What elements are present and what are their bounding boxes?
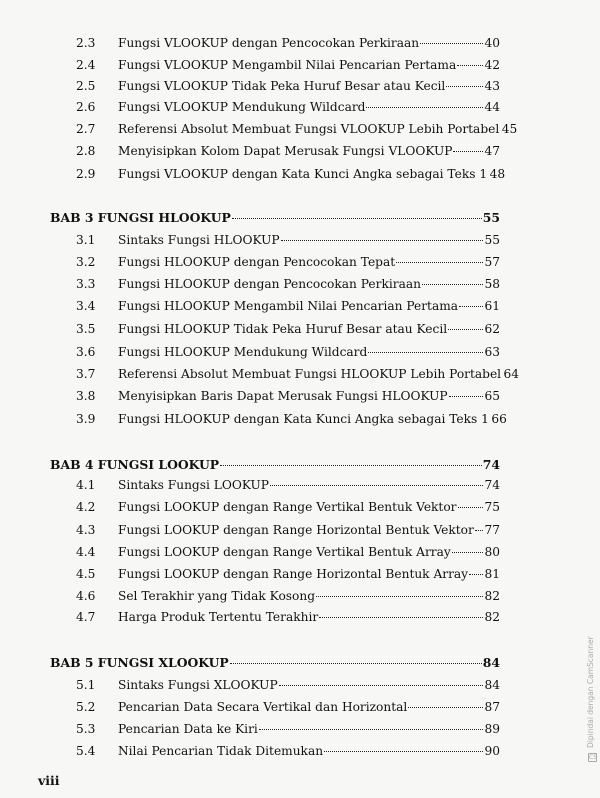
section-title: Menyisipkan Kolom Dapat Merusak Fungsi VLOOKUP [118, 144, 453, 158]
section-title: Fungsi LOOKUP dengan Range Horizontal Bentuk Vektor [118, 523, 474, 537]
dot-leader [368, 342, 483, 353]
section-title: Sel Terakhir yang Tidak Kosong [118, 589, 316, 603]
dot-leader [319, 607, 483, 618]
dot-leader [279, 675, 483, 686]
section-number: 4.2 [76, 500, 96, 514]
section-title: Fungsi LOOKUP dengan Range Vertikal Bentuk Array [118, 545, 451, 559]
section-title: Sintaks Fungsi XLOOKUP [118, 678, 278, 692]
section-title: Fungsi LOOKUP dengan Range Vertikal Bentuk Vektor [118, 500, 457, 514]
chapter-title: BAB 4 FUNGSI LOOKUP [50, 457, 220, 472]
section-title: Fungsi LOOKUP dengan Range Horizontal Bentuk Array [118, 567, 469, 581]
page-reference: 66 [491, 412, 507, 426]
section-number: 3.7 [76, 367, 96, 381]
dot-leader [324, 741, 483, 752]
section-entry [118, 274, 500, 294]
toc-chapter-row [0, 455, 600, 475]
dot-leader [457, 55, 483, 66]
section-entry [118, 97, 500, 117]
dot-leader [259, 719, 483, 730]
toc-row [0, 497, 600, 517]
dot-leader [453, 141, 483, 152]
page-reference: 64 [503, 367, 520, 381]
page-reference: 43 [484, 79, 500, 93]
section-number: 2.8 [76, 144, 96, 158]
page-number: viii [38, 773, 60, 788]
section-entry [118, 607, 500, 627]
dot-leader [448, 319, 483, 330]
toc-row [0, 586, 600, 606]
section-entry [118, 33, 500, 53]
section-number: 4.1 [76, 478, 96, 492]
page-reference: 74 [484, 478, 500, 492]
page-reference: 81 [484, 567, 500, 581]
section-number: 3.8 [76, 389, 96, 403]
dot-leader [230, 653, 482, 664]
toc-row [0, 342, 600, 362]
page-reference: 82 [484, 610, 500, 624]
toc-row [0, 409, 600, 429]
dot-leader [452, 542, 483, 553]
section-number: 3.5 [76, 322, 96, 336]
section-entry [118, 497, 500, 517]
dot-leader [475, 520, 483, 531]
section-number: 2.5 [76, 79, 96, 93]
dot-leader [420, 33, 483, 44]
section-entry [118, 719, 500, 739]
section-title: Fungsi VLOOKUP Mengambil Nilai Pencarian Pertama [118, 58, 457, 72]
toc-row [0, 564, 600, 584]
scanner-watermark [585, 548, 597, 748]
section-title: Sintaks Fungsi HLOOKUP [118, 233, 280, 247]
toc-row [0, 675, 600, 695]
section-entry [118, 319, 500, 339]
toc-row [0, 741, 600, 761]
section-title: Fungsi VLOOKUP dengan Kata Kunci Angka sebagai Teks 1 [118, 167, 488, 181]
section-number: 5.4 [76, 744, 96, 758]
page-reference: 62 [484, 322, 500, 336]
camscanner-icon: CS [589, 754, 597, 761]
section-title: Menyisipkan Baris Dapat Merusak Fungsi HLOOKUP [118, 389, 448, 403]
dot-leader [408, 697, 483, 708]
page-reference: 58 [484, 277, 500, 291]
section-title: Fungsi HLOOKUP Mendukung Wildcard [118, 345, 368, 359]
page-reference: 87 [484, 700, 500, 714]
section-number: 4.3 [76, 523, 96, 537]
page-reference: 77 [484, 523, 500, 537]
section-number: 4.4 [76, 545, 96, 559]
chapter-entry [50, 208, 500, 228]
dot-leader [422, 274, 483, 285]
section-entry [118, 364, 520, 384]
toc-row [0, 76, 600, 96]
section-entry [118, 230, 500, 250]
toc-row [0, 119, 600, 139]
section-entry [118, 475, 500, 495]
section-title: Fungsi VLOOKUP Mendukung Wildcard [118, 100, 366, 114]
section-entry [118, 741, 500, 761]
toc-row [0, 164, 600, 184]
section-number: 4.7 [76, 610, 96, 624]
page-reference: 84 [484, 678, 500, 692]
section-entry [118, 542, 500, 562]
section-number: 3.2 [76, 255, 96, 269]
section-entry [118, 520, 500, 540]
page-reference: 65 [484, 389, 500, 403]
section-entry [118, 409, 507, 429]
section-entry [118, 342, 500, 362]
section-number: 4.6 [76, 589, 96, 603]
section-title: Referensi Absolut Membuat Fungsi HLOOKUP Lebih Portabel [118, 367, 502, 381]
section-title: Fungsi HLOOKUP Tidak Peka Huruf Besar atau Kecil [118, 322, 448, 336]
toc-chapter-row [0, 653, 600, 673]
page-reference: 84 [482, 655, 500, 670]
toc-row [0, 252, 600, 272]
page-reference: 47 [484, 144, 500, 158]
section-number: 2.9 [76, 167, 96, 181]
section-entry [118, 252, 500, 272]
dot-leader [396, 252, 483, 263]
section-title: Pencarian Data Secara Vertikal dan Horizontal [118, 700, 408, 714]
dot-leader [316, 586, 483, 597]
toc-row [0, 520, 600, 540]
page-reference: 42 [484, 58, 500, 72]
section-title: Fungsi HLOOKUP dengan Pencocokan Tepat [118, 255, 396, 269]
page-reference: 55 [484, 233, 500, 247]
section-number: 3.1 [76, 233, 96, 247]
page-reference: 75 [484, 500, 500, 514]
toc-row [0, 475, 600, 495]
page-reference: 80 [484, 545, 500, 559]
toc-row [0, 719, 600, 739]
chapter-title: BAB 3 FUNGSI HLOOKUP [50, 210, 231, 225]
page-reference: 55 [482, 210, 500, 225]
section-entry [118, 697, 500, 717]
page-reference: 89 [484, 722, 500, 736]
section-title: Pencarian Data ke Kiri [118, 722, 258, 736]
page-reference: 63 [484, 345, 500, 359]
dot-leader [232, 208, 482, 219]
section-entry [118, 55, 500, 75]
section-title: Referensi Absolut Membuat Fungsi VLOOKUP Lebih Portabel [118, 122, 500, 136]
chapter-entry [50, 653, 500, 673]
toc-row [0, 319, 600, 339]
section-entry [118, 76, 500, 96]
toc-row [0, 542, 600, 562]
section-title: Sintaks Fungsi LOOKUP [118, 478, 269, 492]
section-title: Fungsi HLOOKUP dengan Pencocokan Perkiraan [118, 277, 421, 291]
section-title: Fungsi VLOOKUP Tidak Peka Huruf Besar atau Kecil [118, 79, 446, 93]
page-reference: 57 [484, 255, 500, 269]
page-reference: 74 [482, 457, 500, 472]
section-number: 3.6 [76, 345, 96, 359]
section-number: 3.3 [76, 277, 96, 291]
section-title: Fungsi VLOOKUP dengan Pencocokan Perkiraan [118, 36, 420, 50]
section-number: 3.4 [76, 299, 96, 313]
chapter-entry [50, 455, 500, 475]
section-entry [118, 386, 500, 406]
toc-row [0, 97, 600, 117]
section-number: 2.6 [76, 100, 96, 114]
toc-row [0, 607, 600, 627]
dot-leader [270, 475, 483, 486]
section-title: Nilai Pencarian Tidak Ditemukan [118, 744, 324, 758]
section-entry [118, 564, 500, 584]
toc-row [0, 364, 600, 384]
section-number: 5.2 [76, 700, 96, 714]
dot-leader [449, 386, 483, 397]
toc-row [0, 697, 600, 717]
dot-leader [446, 76, 483, 87]
dot-leader [220, 455, 482, 466]
page-reference: 82 [484, 589, 500, 603]
toc-row [0, 274, 600, 294]
toc-row [0, 33, 600, 53]
toc-row [0, 230, 600, 250]
section-entry [118, 586, 500, 606]
toc-row [0, 386, 600, 406]
section-entry [118, 141, 500, 161]
dot-leader [459, 296, 483, 307]
section-number: 2.7 [76, 122, 96, 136]
page-reference: 45 [501, 122, 518, 136]
toc-row [0, 141, 600, 161]
section-number: 5.3 [76, 722, 96, 736]
page-reference: 48 [489, 167, 506, 181]
chapter-title: BAB 5 FUNGSI XLOOKUP [50, 655, 229, 670]
page-reference: 44 [484, 100, 500, 114]
section-number: 2.3 [76, 36, 96, 50]
section-entry [118, 296, 500, 316]
page-reference: 40 [484, 36, 500, 50]
section-number: 2.4 [76, 58, 96, 72]
page-reference: 90 [484, 744, 500, 758]
section-title: Harga Produk Tertentu Terakhir [118, 610, 319, 624]
section-title: Fungsi HLOOKUP dengan Kata Kunci Angka sebagai Teks 1 [118, 412, 489, 426]
toc-row [0, 296, 600, 316]
toc-chapter-row [0, 208, 600, 228]
section-number: 5.1 [76, 678, 96, 692]
dot-leader [458, 497, 484, 508]
watermark-text: Dipindai dengan CamScanner [586, 636, 595, 748]
section-entry [118, 164, 506, 184]
page-reference: 61 [484, 299, 500, 313]
section-number: 3.9 [76, 412, 96, 426]
section-entry [118, 119, 518, 139]
dot-leader [469, 564, 483, 575]
dot-leader [366, 97, 483, 108]
section-entry [118, 675, 500, 695]
section-title: Fungsi HLOOKUP Mengambil Nilai Pencarian Pertama [118, 299, 459, 313]
toc-row [0, 55, 600, 75]
section-number: 4.5 [76, 567, 96, 581]
dot-leader [281, 230, 483, 241]
